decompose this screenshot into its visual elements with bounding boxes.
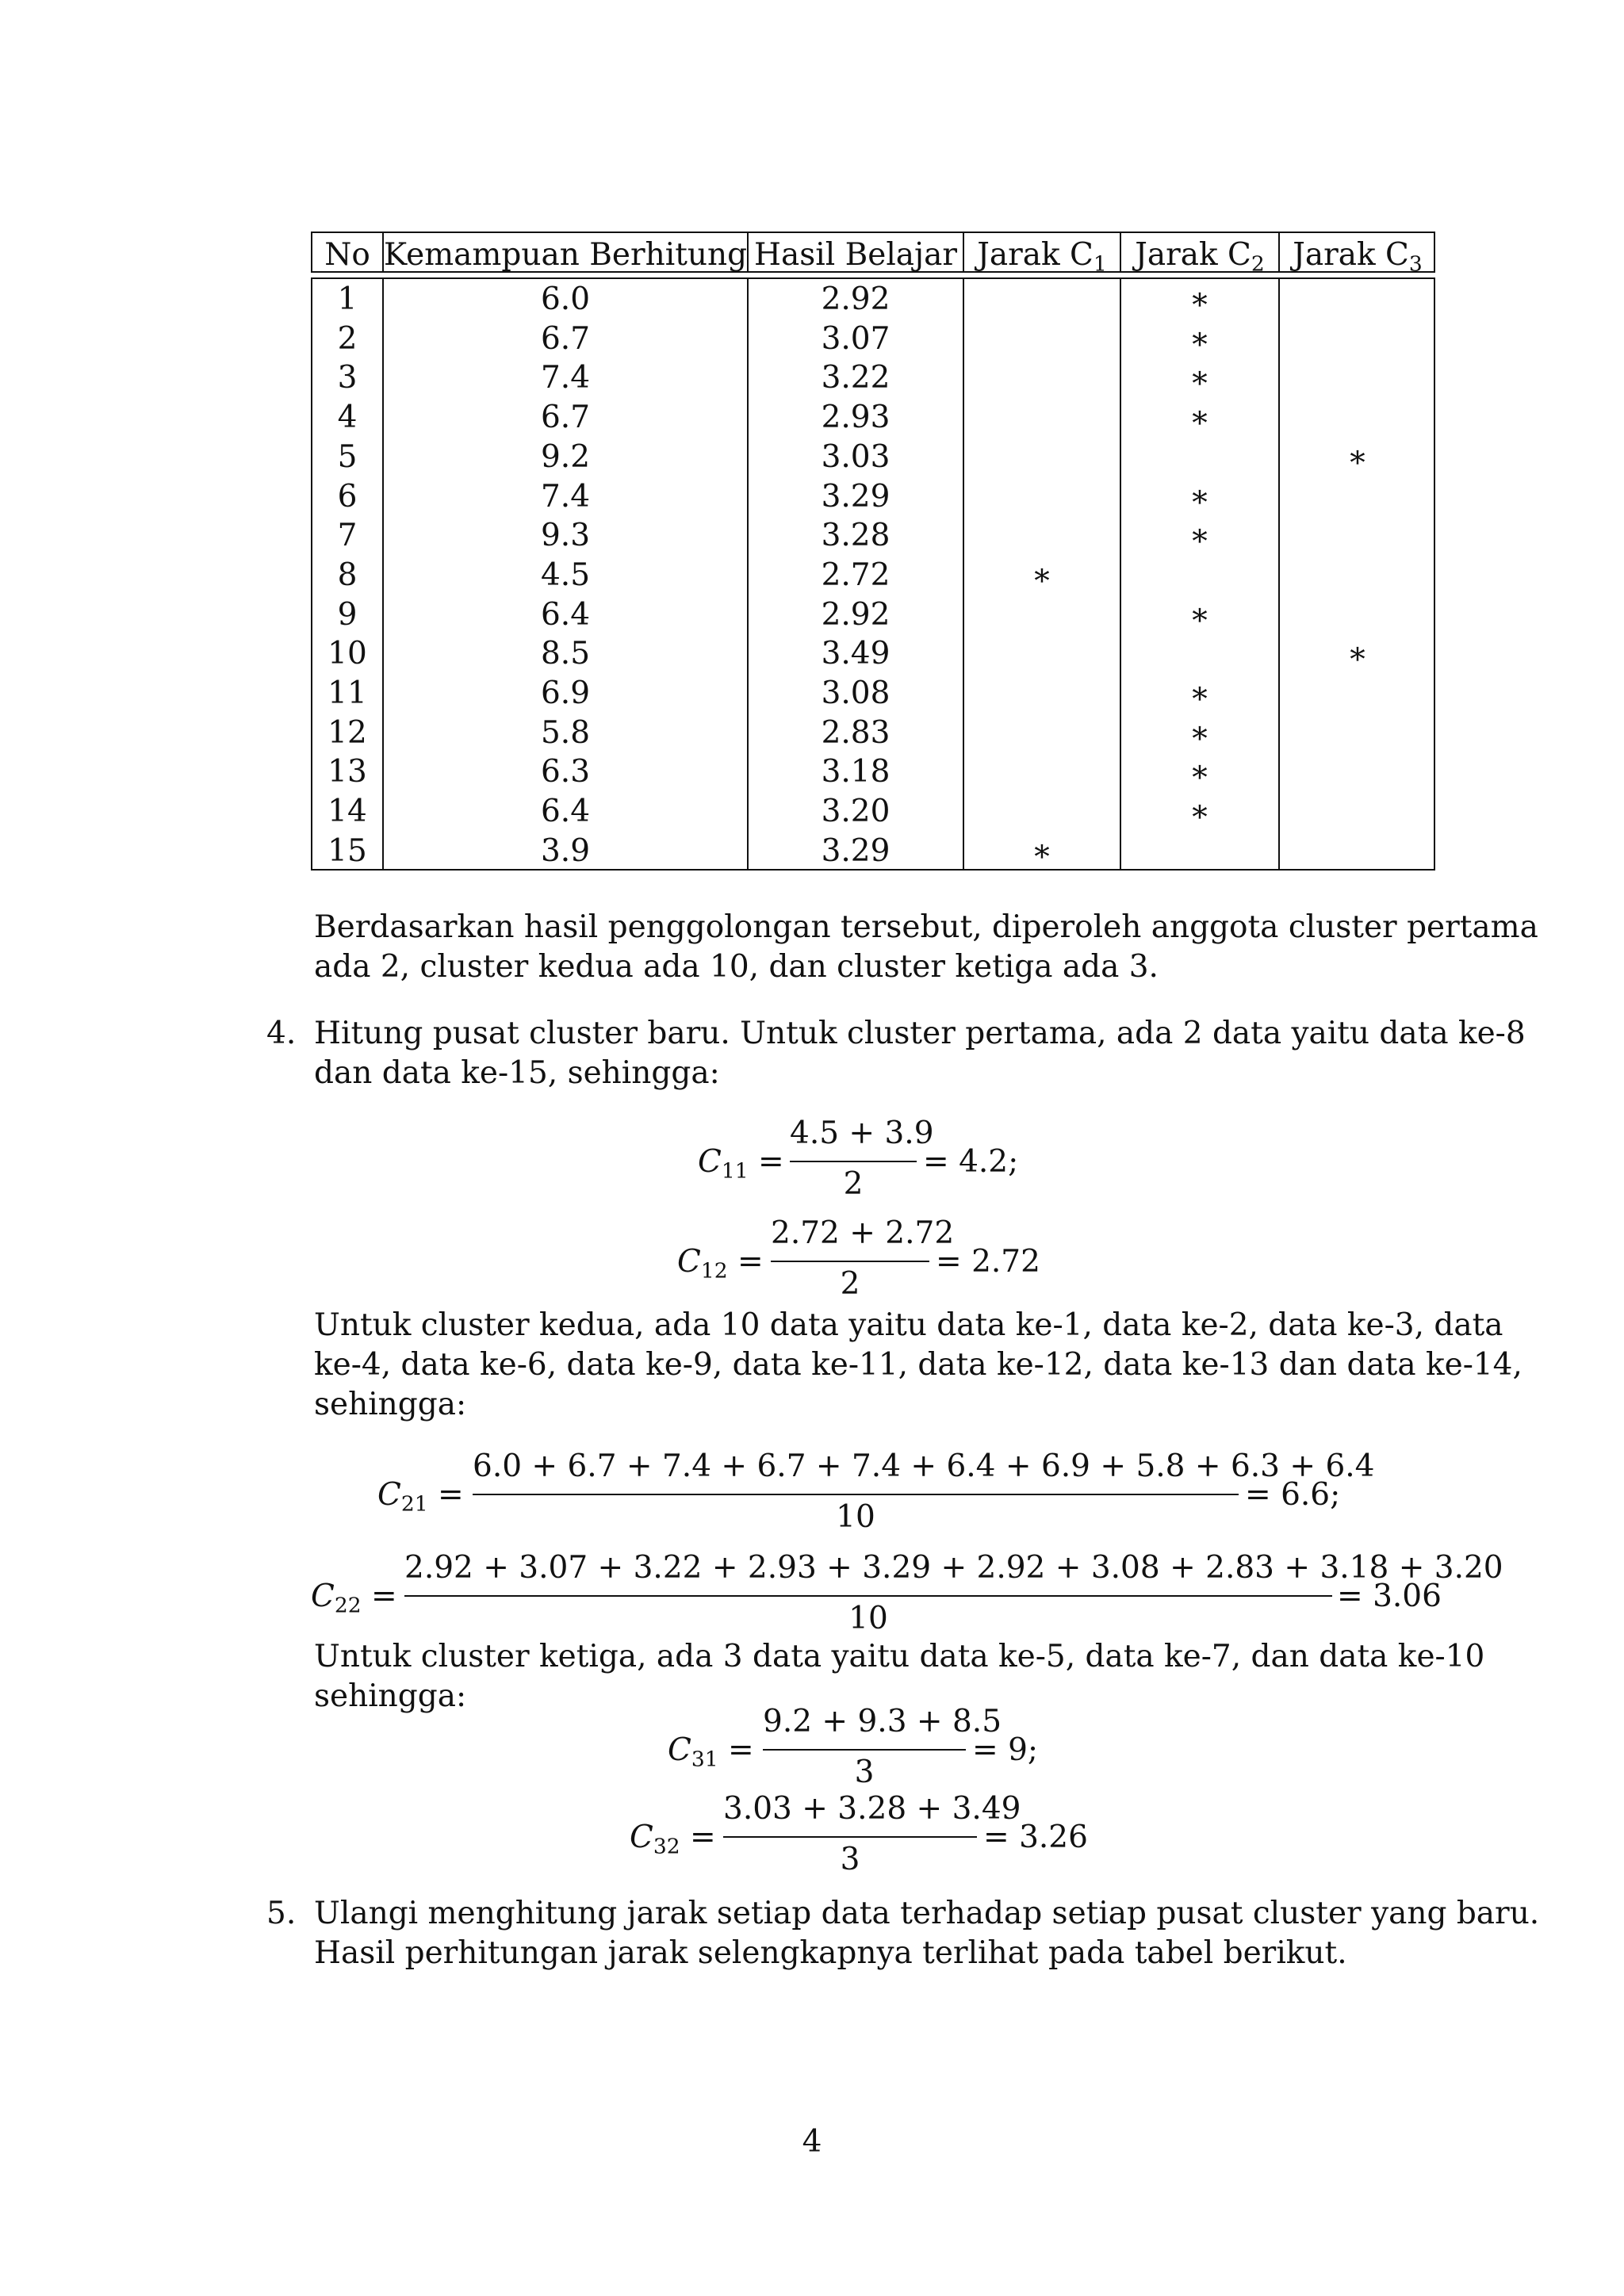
table-cell-hb: 3.08: [821, 675, 891, 711]
table-cell-kb: 8.5: [540, 636, 591, 672]
c32-fraction: 3.03 + 3.28 + 3.49 3: [723, 1791, 1021, 1877]
c32-lhs: $C_{32}$ =: [630, 1820, 716, 1859]
table-body: [311, 277, 1435, 871]
table-cell-kb: 6.4: [540, 596, 591, 633]
c22-lhs: $C_{22}$ =: [311, 1578, 397, 1618]
table-cell-c2: ∗: [1189, 360, 1211, 396]
table-cell-hb: 3.28: [821, 518, 891, 554]
page-number: 4: [802, 2124, 822, 2160]
equation-c12: [0, 1215, 1624, 1305]
table-cell-hb: 3.49: [821, 636, 891, 672]
c12-lhs: $C_{12}$ =: [677, 1244, 764, 1284]
table-cell-c2: ∗: [1189, 794, 1211, 830]
equation-c22: [0, 1552, 1624, 1640]
table-cell-hb: 2.92: [821, 281, 891, 317]
table-cell-hb: 3.18: [821, 754, 891, 790]
table-cell-hb: 3.29: [821, 832, 891, 869]
step-5-number: 5.: [266, 1896, 297, 1931]
table-cell-no: 8: [337, 557, 358, 593]
step-5-line-2: Hasil perhitungan jarak selengkapnya terlihat pada tabel berikut.: [314, 1935, 1347, 1971]
table-cell-no: 12: [327, 714, 367, 751]
table-cell-c2: ∗: [1189, 675, 1211, 711]
table-cell-no: 14: [327, 794, 367, 830]
table-cell-c2: ∗: [1189, 320, 1211, 357]
table-cell-no: 7: [337, 518, 358, 554]
table-cell-c3: ∗: [1346, 438, 1369, 475]
header-no: No: [324, 237, 370, 273]
table-cell-no: 4: [337, 400, 358, 436]
table-cell-c2: ∗: [1189, 478, 1211, 515]
table-cell-hb: 3.29: [821, 478, 891, 515]
header-jarak-c3: Jarak $C_3$: [1293, 237, 1423, 277]
table-cell-no: 13: [327, 754, 367, 790]
cluster-3-line-2: sehingga:: [314, 1678, 467, 1714]
c22-result: = 3.06: [1337, 1578, 1442, 1614]
table-cell-hb: 2.83: [821, 714, 891, 751]
table-cell-kb: 6.7: [540, 320, 591, 357]
table-cell-kb: 9.2: [540, 438, 591, 475]
equation-c11: [0, 1115, 1624, 1205]
c12-fraction: 2.72 + 2.72 2: [771, 1215, 955, 1302]
header-jarak-c1: Jarak $C_1$: [977, 237, 1107, 277]
step-4-number: 4.: [266, 1016, 297, 1051]
table-cell-no: 15: [327, 832, 367, 869]
summary-line-1: Berdasarkan hasil penggolongan tersebut, diperoleh anggota cluster pertama: [314, 909, 1538, 945]
table-cell-kb: 5.8: [540, 714, 591, 751]
table-cell-no: 5: [337, 438, 358, 475]
cluster-2-line-1: Untuk cluster kedua, ada 10 data yaitu data ke-1, data ke-2, data ke-3, data: [314, 1307, 1503, 1343]
table-cell-kb: 6.0: [540, 281, 591, 317]
table-cell-kb: 4.5: [540, 557, 591, 593]
table-cell-c1: ∗: [1031, 557, 1053, 593]
c11-fraction: 4.5 + 3.9 2: [790, 1115, 934, 1202]
table-cell-c1: ∗: [1031, 832, 1053, 869]
table-cell-kb: 7.4: [540, 360, 591, 396]
c11-result: = 4.2;: [923, 1144, 1019, 1180]
table-cell-c2: ∗: [1189, 596, 1211, 633]
c31-result: = 9;: [972, 1732, 1039, 1768]
cluster-2-line-2: ke-4, data ke-6, data ke-9, data ke-11, data ke-12, data ke-13 dan data ke-14,: [314, 1347, 1522, 1383]
table-cell-kb: 9.3: [540, 518, 591, 554]
cluster-3-line-1: Untuk cluster ketiga, ada 3 data yaitu data ke-5, data ke-7, dan data ke-10: [314, 1639, 1485, 1674]
table-cell-c2: ∗: [1189, 400, 1211, 436]
table-cell-c2: ∗: [1189, 518, 1211, 554]
table-cell-no: 9: [337, 596, 358, 633]
summary-line-2: ada 2, cluster kedua ada 10, dan cluster ketiga ada 3.: [314, 949, 1159, 985]
table-header: [311, 232, 1435, 277]
c21-lhs: $C_{21}$ =: [377, 1477, 464, 1517]
table-cell-kb: 6.4: [540, 794, 591, 830]
table-cell-hb: 2.92: [821, 596, 891, 633]
table-cell-no: 6: [337, 478, 358, 515]
table-cell-hb: 3.03: [821, 438, 891, 475]
header-jarak-c2: Jarak $C_2$: [1135, 237, 1265, 277]
table-cell-c3: ∗: [1346, 636, 1369, 672]
equation-c31: [0, 1706, 1624, 1793]
c11-lhs: $C_{11}$ =: [698, 1144, 784, 1184]
table-cell-kb: 7.4: [540, 478, 591, 515]
table-cell-no: 3: [337, 360, 358, 396]
table-cell-hb: 3.22: [821, 360, 891, 396]
table-cell-kb: 3.9: [540, 832, 591, 869]
table-cell-no: 10: [327, 636, 367, 672]
table-cell-hb: 3.07: [821, 320, 891, 357]
table-cell-no: 2: [337, 320, 358, 357]
table-cell-c2: ∗: [1189, 754, 1211, 790]
step-4-line-2: dan data ke-15, sehingga:: [314, 1055, 720, 1091]
equation-c32: [0, 1793, 1624, 1881]
c31-lhs: $C_{31}$ =: [668, 1732, 754, 1772]
table-cell-c2: ∗: [1189, 281, 1211, 317]
step-4-line-1: Hitung pusat cluster baru. Untuk cluster pertama, ada 2 data yaitu data ke-8: [314, 1016, 1526, 1051]
c31-fraction: 9.2 + 9.3 + 8.5 3: [763, 1704, 1002, 1790]
step-5-line-1: Ulangi menghitung jarak setiap data terhadap setiap pusat cluster yang baru.: [314, 1896, 1540, 1931]
c21-fraction: 6.0 + 6.7 + 7.4 + 6.7 + 7.4 + 6.4 + 6.9 + 5.8 + 6.3 + 6.4 10: [473, 1448, 1375, 1535]
c22-fraction: 2.92 + 3.07 + 3.22 + 2.93 + 3.29 + 2.92 + 3.08 + 2.83 + 3.18 + 3.20 10: [404, 1550, 1503, 1636]
table-cell-hb: 2.72: [821, 557, 891, 593]
cluster-2-line-3: sehingga:: [314, 1387, 467, 1422]
table-cell-no: 1: [337, 281, 358, 317]
c21-result: = 6.6;: [1245, 1477, 1341, 1513]
table-cell-kb: 6.9: [540, 675, 591, 711]
header-hasil-belajar: Hasil Belajar: [753, 237, 958, 273]
table-cell-kb: 6.7: [540, 400, 591, 436]
table-cell-hb: 3.20: [821, 794, 891, 830]
c12-result: = 2.72: [936, 1244, 1040, 1280]
table-cell-c2: ∗: [1189, 714, 1211, 751]
table-cell-hb: 2.93: [821, 400, 891, 436]
header-kemampuan-berhitung: Kemampuan Berhitung: [384, 237, 748, 273]
table-cell-kb: 6.3: [540, 754, 591, 790]
table-cell-no: 11: [327, 675, 367, 711]
c32-result: = 3.26: [983, 1820, 1088, 1855]
equation-c21: [0, 1448, 1624, 1538]
